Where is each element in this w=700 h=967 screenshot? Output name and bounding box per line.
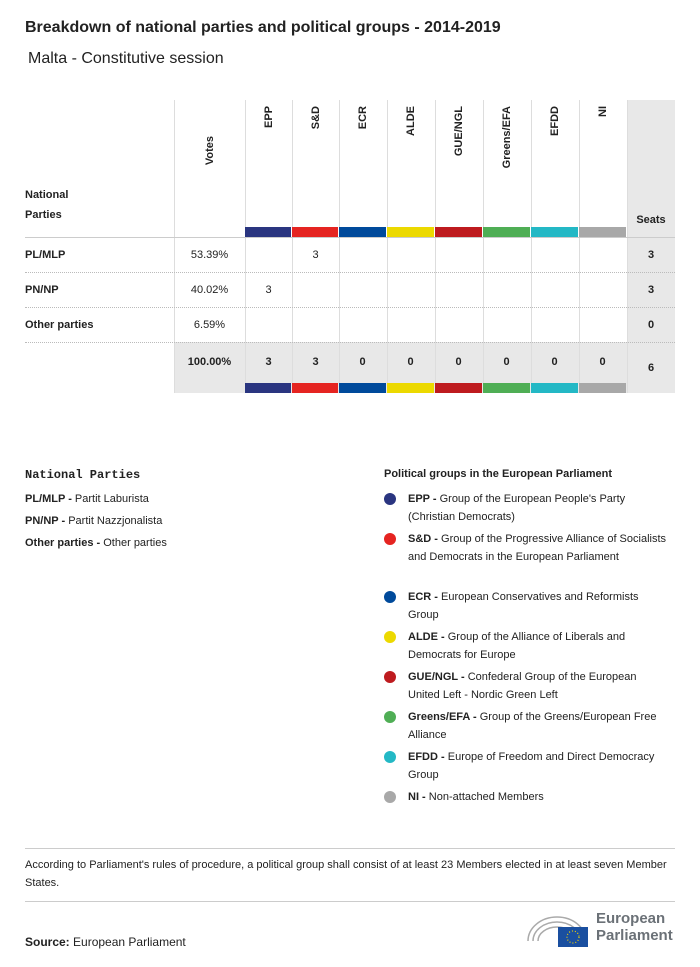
group-seats (387, 307, 434, 342)
total-votes: 100.00% (187, 356, 232, 368)
group-legend-item: Greens/EFA - Group of the Greens/European Free Alliance (408, 711, 657, 741)
total-seats: 6 (647, 361, 655, 374)
page-title: Breakdown of national parties and political groups - 2014-2019 (25, 19, 501, 36)
party-name: PL/MLP (25, 248, 66, 261)
group-header-3: ALDE (405, 106, 417, 136)
seats-header: Seats (636, 214, 666, 226)
group-seats (483, 237, 530, 272)
source-label: Source: (25, 935, 70, 949)
group-seats (531, 272, 578, 307)
national-legend-item: PL/MLP - Partit Laburista (25, 493, 149, 505)
group-header-2: ECR (357, 106, 369, 130)
party-header: National Parties (25, 189, 69, 221)
group-color-bar (531, 383, 578, 393)
group-color-dot (384, 493, 396, 505)
votes-value: 40.02% (190, 283, 229, 296)
breakdown-table (25, 100, 675, 393)
seats-value: 0 (647, 318, 655, 331)
group-color-bar (245, 227, 291, 237)
group-seats (245, 307, 292, 342)
group-color-bar (579, 383, 626, 393)
divider (25, 901, 675, 902)
logo-line1: European (596, 910, 666, 927)
total-group-seats: 0 (551, 356, 558, 368)
votes-value: 6.59% (193, 318, 226, 331)
group-seats (387, 237, 434, 272)
group-header-0: EPP (262, 106, 275, 129)
group-color-bar (292, 227, 338, 237)
group-seats (579, 272, 626, 307)
group-seats (339, 237, 386, 272)
group-legend-item: NI - Non-attached Members (408, 791, 544, 803)
group-color-bar (483, 227, 530, 237)
logo-line2: Parliament (596, 927, 673, 944)
group-legend-item: ALDE - Group of the Alliance of Liberals and Democrats for Europe (408, 631, 626, 661)
group-legend-item: GUE/NGL - Confederal Group of the European United Left - Nordic Green Left (408, 671, 637, 701)
group-seats (339, 307, 386, 342)
group-seats (531, 237, 578, 272)
group-color-dot (384, 671, 396, 683)
total-group-seats: 0 (455, 356, 462, 368)
group-color-bar (435, 227, 482, 237)
group-header-7: NI (597, 106, 609, 117)
party-name: PN/NP (25, 283, 59, 296)
group-header-4: GUE/NGL (453, 106, 465, 157)
total-group-seats: 3 (265, 356, 272, 368)
votes-header: Votes (204, 136, 216, 166)
group-legend-heading: Political groups in the European Parliament (384, 468, 612, 480)
source-value: European Parliament (73, 935, 186, 949)
total-group-seats: 0 (599, 356, 606, 368)
page-subtitle: Malta - Constitutive session (28, 50, 224, 67)
group-seats (292, 272, 339, 307)
group-seats: 3 (312, 248, 319, 261)
group-legend-item: ECR - European Conservatives and Reformists Group (408, 591, 639, 621)
group-color-bar (387, 227, 434, 237)
group-color-dot (384, 533, 396, 545)
group-seats (483, 272, 530, 307)
group-color-bar (245, 383, 291, 393)
group-seats (292, 307, 339, 342)
group-color-bar (435, 383, 482, 393)
national-legend-item: Other parties - Other parties (25, 537, 167, 549)
divider (25, 848, 675, 849)
group-color-bar (531, 227, 578, 237)
group-legend-item: EPP - Group of the European People's Party (Christian Democrats) (408, 493, 626, 523)
group-seats (435, 307, 482, 342)
group-seats (579, 307, 626, 342)
hemicycle-icon (524, 911, 590, 949)
group-color-dot (384, 791, 396, 803)
total-group-seats: 0 (503, 356, 510, 368)
group-color-bar (292, 383, 338, 393)
group-color-bar (339, 383, 386, 393)
votes-value: 53.39% (190, 248, 229, 261)
group-seats (435, 272, 482, 307)
group-seats (245, 237, 292, 272)
group-seats (579, 237, 626, 272)
group-seats (387, 272, 434, 307)
group-seats (531, 307, 578, 342)
group-color-dot (384, 711, 396, 723)
group-color-bar (387, 383, 434, 393)
group-seats (435, 237, 482, 272)
total-group-seats: 0 (407, 356, 414, 368)
group-legend-item: EFDD - Europe of Freedom and Direct Democracy Group (408, 751, 655, 781)
group-header-5: Greens/EFA (501, 106, 513, 169)
group-color-bar (483, 383, 530, 393)
source-line (25, 933, 186, 951)
european-parliament-logo (524, 910, 676, 950)
national-legend-item: PN/NP - Partit Nazzjonalista (25, 515, 163, 527)
group-seats (483, 307, 530, 342)
national-legend-heading: National Parties (25, 468, 141, 482)
group-color-dot (384, 751, 396, 763)
group-seats: 3 (265, 283, 272, 296)
seats-value: 3 (647, 283, 655, 296)
group-header-1: S&D (309, 106, 322, 130)
group-color-dot (384, 631, 396, 643)
group-color-bar (579, 227, 626, 237)
group-seats (339, 272, 386, 307)
seats-value: 3 (647, 248, 655, 261)
footnote: According to Parliament's rules of procedure, a political group shall consist of at least 23 Members elected in at least seven Member States. (25, 859, 667, 889)
group-legend-item: S&D - Group of the Progressive Alliance of Socialists and Democrats in the European Parliament (408, 533, 667, 563)
party-name: Other parties (25, 318, 94, 331)
total-group-seats: 3 (312, 356, 319, 368)
total-group-seats: 0 (359, 356, 366, 368)
group-color-bar (339, 227, 386, 237)
group-header-6: EFDD (549, 106, 561, 136)
group-color-dot (384, 591, 396, 603)
